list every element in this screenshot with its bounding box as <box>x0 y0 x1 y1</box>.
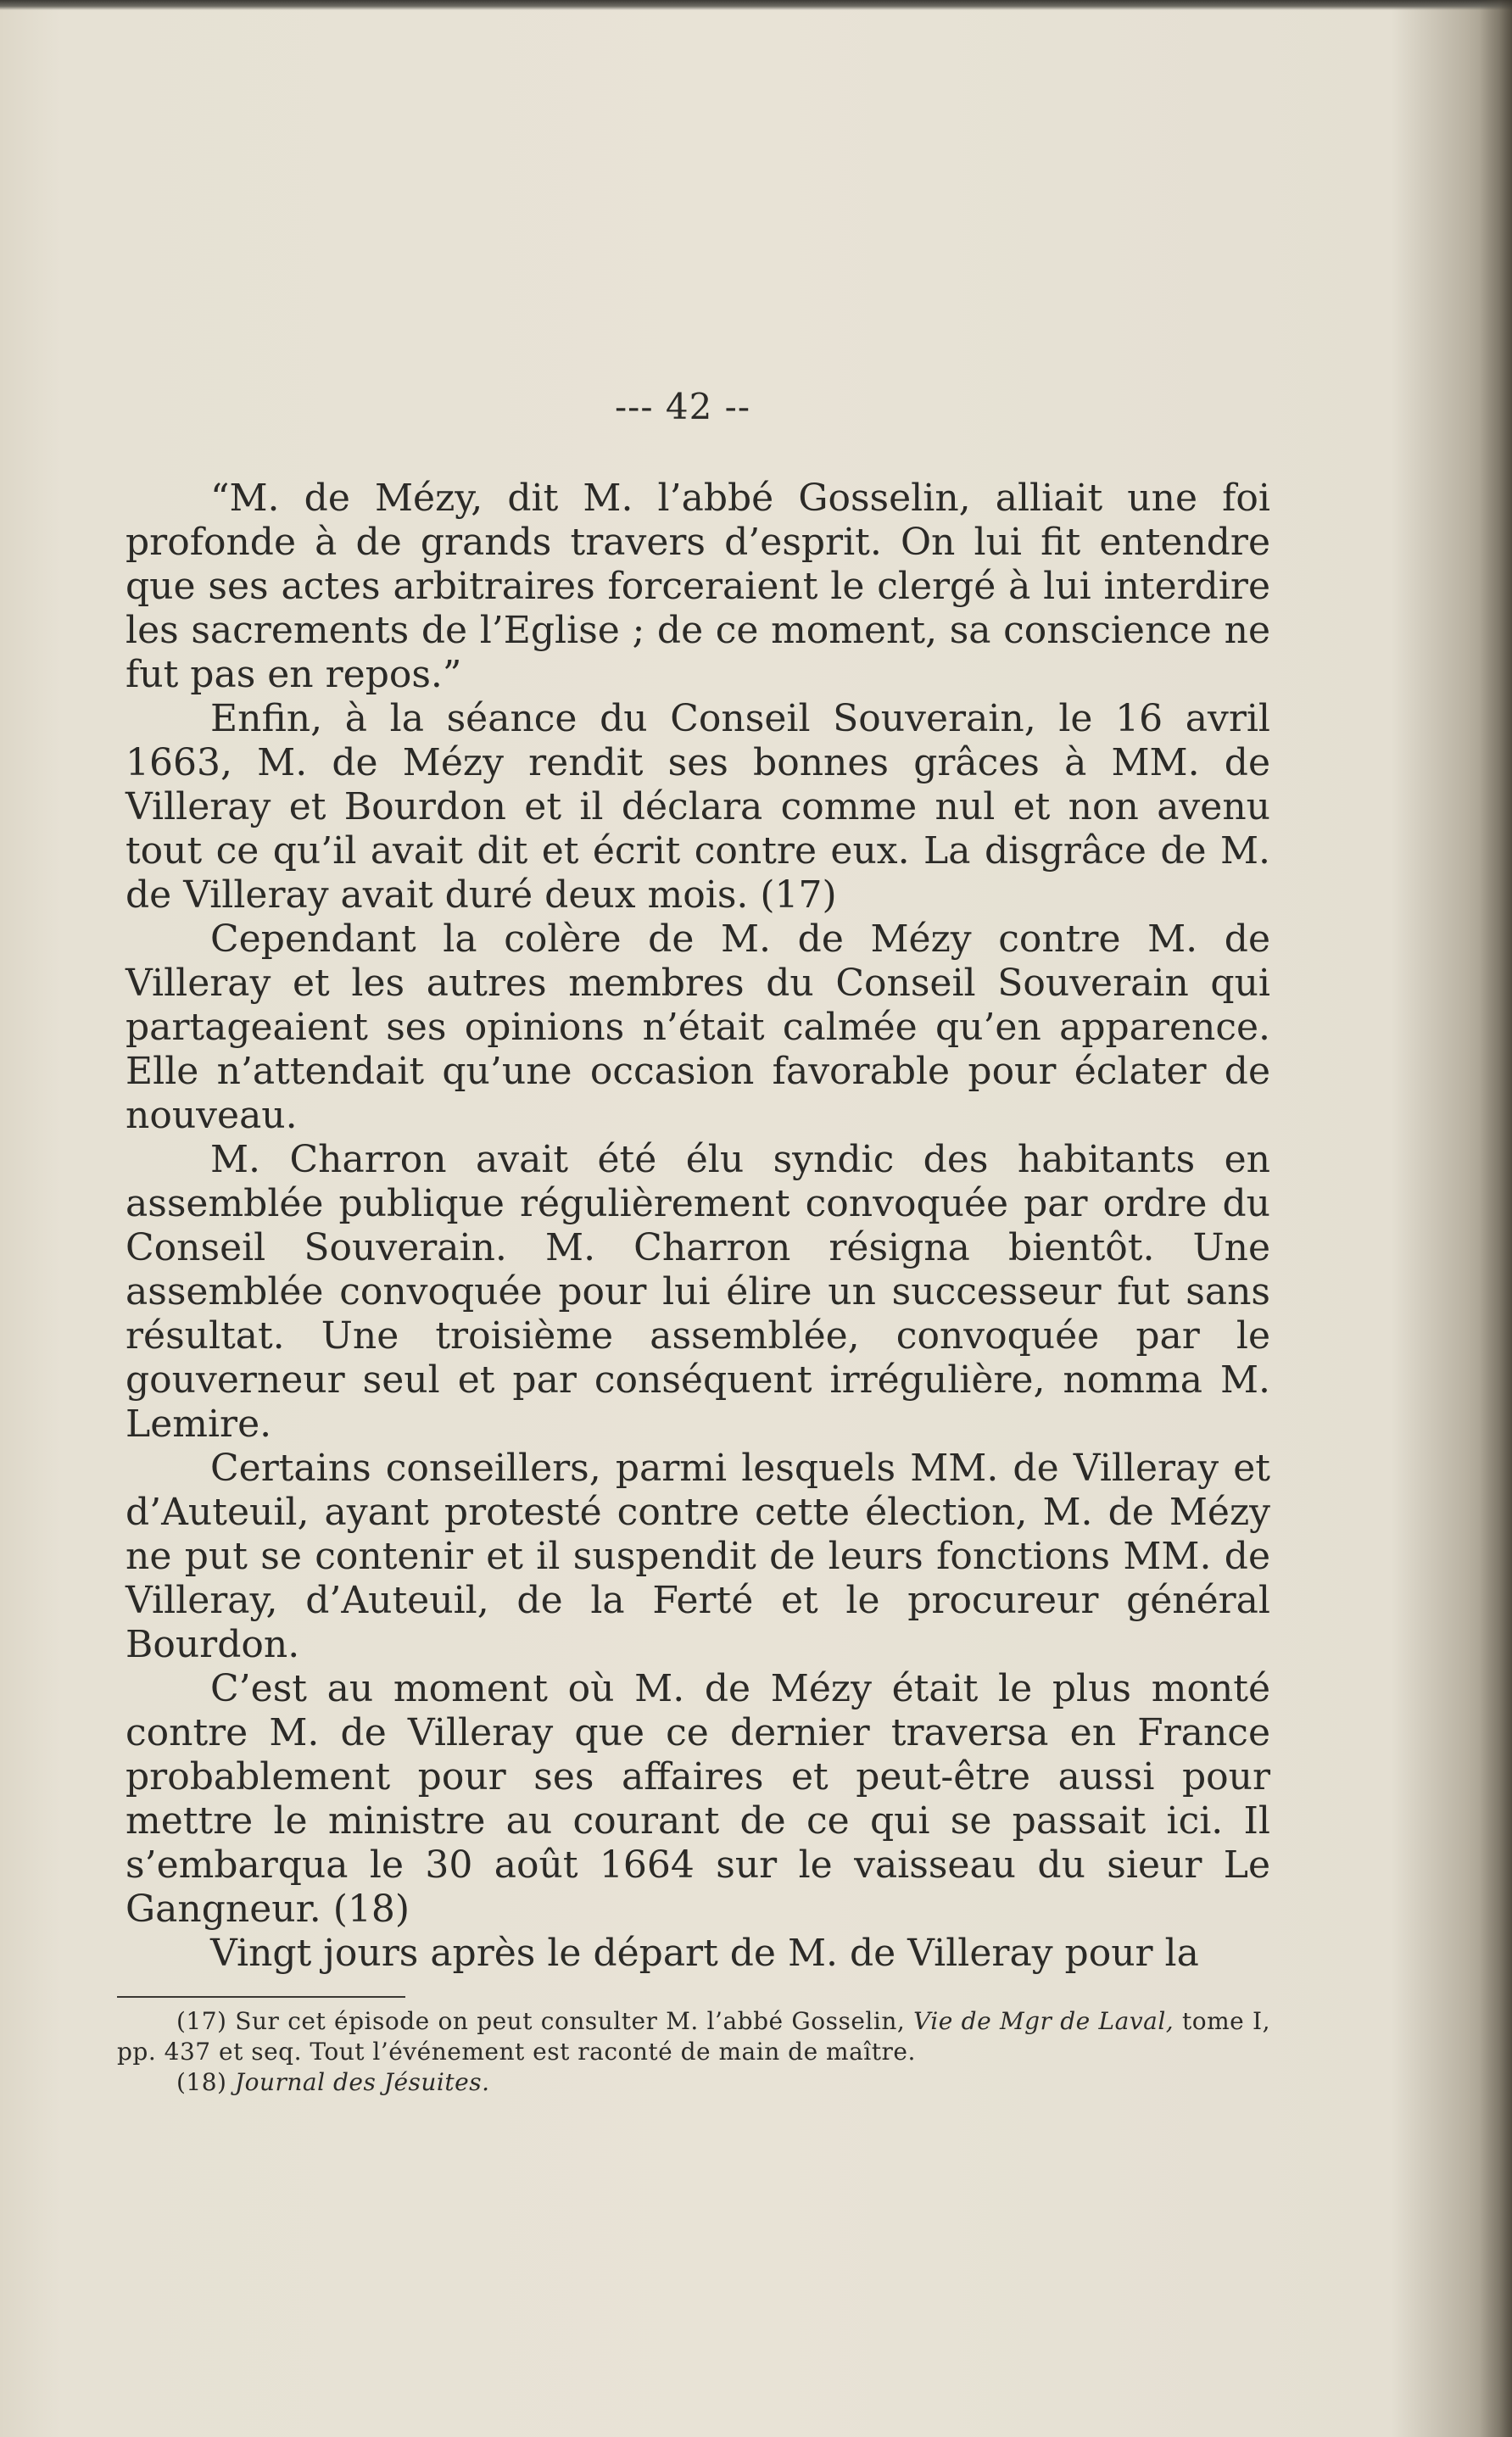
page-number: --- 42 -- <box>614 386 751 427</box>
body-text <box>126 477 1270 1976</box>
footnote-text: Sur cet épisode on peut consulter M. l’abbé Gosselin, <box>235 2007 906 2035</box>
footnote-text: tome I, pp. 437 et seq. Tout l’événement est raconté de main de maître. <box>117 2007 1270 2066</box>
paragraph: Certains conseillers, parmi lesquels MM. de Villeray et d’Auteuil, ayant protesté contre cette élection, M. de Mézy ne put se contenir et il suspendit de leurs fonctions MM. de Villeray, d’Auteuil, de la Ferté et le procureur général Bourdon. <box>126 1447 1270 1666</box>
footnote-rule <box>117 1996 405 1998</box>
footnote-17 <box>117 2006 1270 2067</box>
paragraph: “M. de Mézy, dit M. l’abbé Gosselin, alliait une foi profonde à de grands travers d’esprit. On lui fit entendre que ses actes arbitraires forceraient le clergé à lui interdire les sacrements de l’Eglise ; de ce moment, sa conscience ne fut pas en repos.” <box>126 477 1270 696</box>
paragraph: M. Charron avait été élu syndic des habitants en assemblée publique régulièrement convoquée par ordre du Conseil Souverain. M. Charron résigna bientôt. Une assemblée convoquée pour lui élire un successeur fut sans résultat. Une troisième assemblée, convoquée par le gouverneur seul et par conséquent irrégulière, nomma M. Lemire. <box>126 1138 1270 1446</box>
paragraph: Cependant la colère de M. de Mézy contre M. de Villeray et les autres membres du Conseil Souverain qui partageaient ses opinions n’était calmée qu’en apparence. Elle n’attendait qu’une occasion favorable pour éclater de nouveau. <box>126 917 1270 1137</box>
footnotes <box>117 2006 1270 2098</box>
paragraph: Enfin, à la séance du Conseil Souverain, le 16 avril 1663, M. de Mézy rendit ses bonnes grâces à MM. de Villeray et Bourdon et il déclara comme nul et non avenu tout ce qu’il avait dit et écrit contre eux. La disgrâce de M. de Villeray avait duré deux mois. (17) <box>126 697 1270 917</box>
page-binding-shadow <box>1480 0 1512 2437</box>
page-top-edge <box>0 0 1512 10</box>
footnote-marker: (17) <box>176 2007 227 2035</box>
footnote-title: Vie de Mgr de Laval, <box>913 2007 1174 2035</box>
paragraph: C’est au moment où M. de Mézy était le plus monté contre M. de Villeray que ce dernier traversa en France probablement pour ses affaires et peut-être aussi pour mettre le ministre au courant de ce qui se passait ici. Il s’embarqua le 30 août 1664 sur le vaisseau du sieur Le Gangneur. (18) <box>126 1667 1270 1931</box>
footnote-title: Journal des Jésuites. <box>234 2068 490 2096</box>
footnote-marker: (18) <box>176 2068 227 2096</box>
paragraph: Vingt jours après le départ de M. de Villeray pour la <box>210 1932 1199 1975</box>
footnote-18 <box>117 2067 1270 2098</box>
